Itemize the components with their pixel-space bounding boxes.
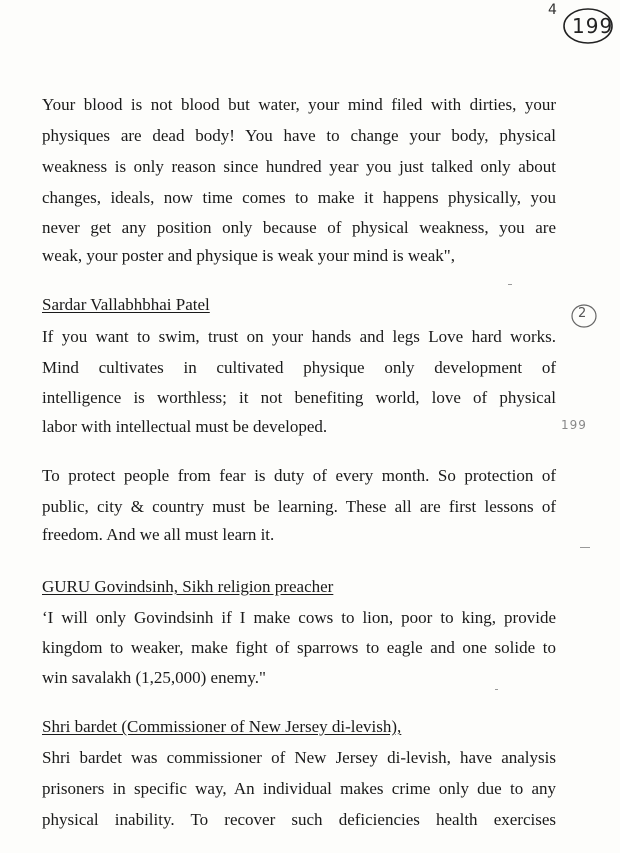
text-line: To protect people from fear is duty of every month. So protection of: [42, 466, 556, 485]
text-line: labor with intellectual must be developed.: [42, 417, 328, 436]
text-line: physical inability. To recover such deficiencies health exercises: [42, 810, 556, 829]
stray-pen-mark: [580, 547, 590, 548]
handwritten-page-number: 199: [572, 14, 614, 38]
margin-side-number: 199: [561, 418, 587, 432]
text-line: ‘I will only Govindsinh if I make cows to lion, poor to king, provide: [42, 608, 556, 627]
text-line: public, city & country must be learning. These all are first lessons of: [42, 497, 556, 516]
text-line: Mind cultivates in cultivated physique only development of: [42, 358, 556, 377]
text-line: Your blood is not blood but water, your mind filed with dirties, your: [42, 95, 556, 114]
section-heading: Shri bardet (Commissioner of New Jersey di-levish),: [42, 717, 402, 736]
stray-pen-mark: [495, 689, 498, 690]
section-heading: GURU Govindsinh, Sikh religion preacher: [42, 577, 334, 596]
handwritten-page-mark: 4: [548, 2, 557, 18]
section-heading: Sardar Vallabhbhai Patel: [42, 295, 210, 314]
stray-pen-mark: [508, 284, 512, 285]
text-line: changes, ideals, now time comes to make it happens physically, you: [42, 188, 556, 207]
circled-margin-mark: 2: [578, 306, 587, 321]
text-line: Shri bardet was commissioner of New Jersey di-levish, have analysis: [42, 748, 556, 767]
text-line: kingdom to weaker, make fight of sparrows to eagle and one solide to: [42, 638, 556, 657]
text-line: intelligence is worthless; it not benefiting world, love of physical: [42, 388, 556, 407]
text-line: never get any position only because of physical weakness, you are: [42, 218, 556, 237]
text-line: weak, your poster and physique is weak your mind is weak",: [42, 246, 455, 265]
text-line: physiques are dead body! You have to change your body, physical: [42, 126, 556, 145]
text-line: win savalakh (1,25,000) enemy.": [42, 668, 266, 687]
text-line: weakness is only reason since hundred year you just talked only about: [42, 157, 556, 176]
text-line: prisoners in specific way, An individual makes crime only due to any: [42, 779, 556, 798]
text-line: freedom. And we all must learn it.: [42, 525, 275, 544]
text-line: If you want to swim, trust on your hands and legs Love hard works.: [42, 327, 556, 346]
